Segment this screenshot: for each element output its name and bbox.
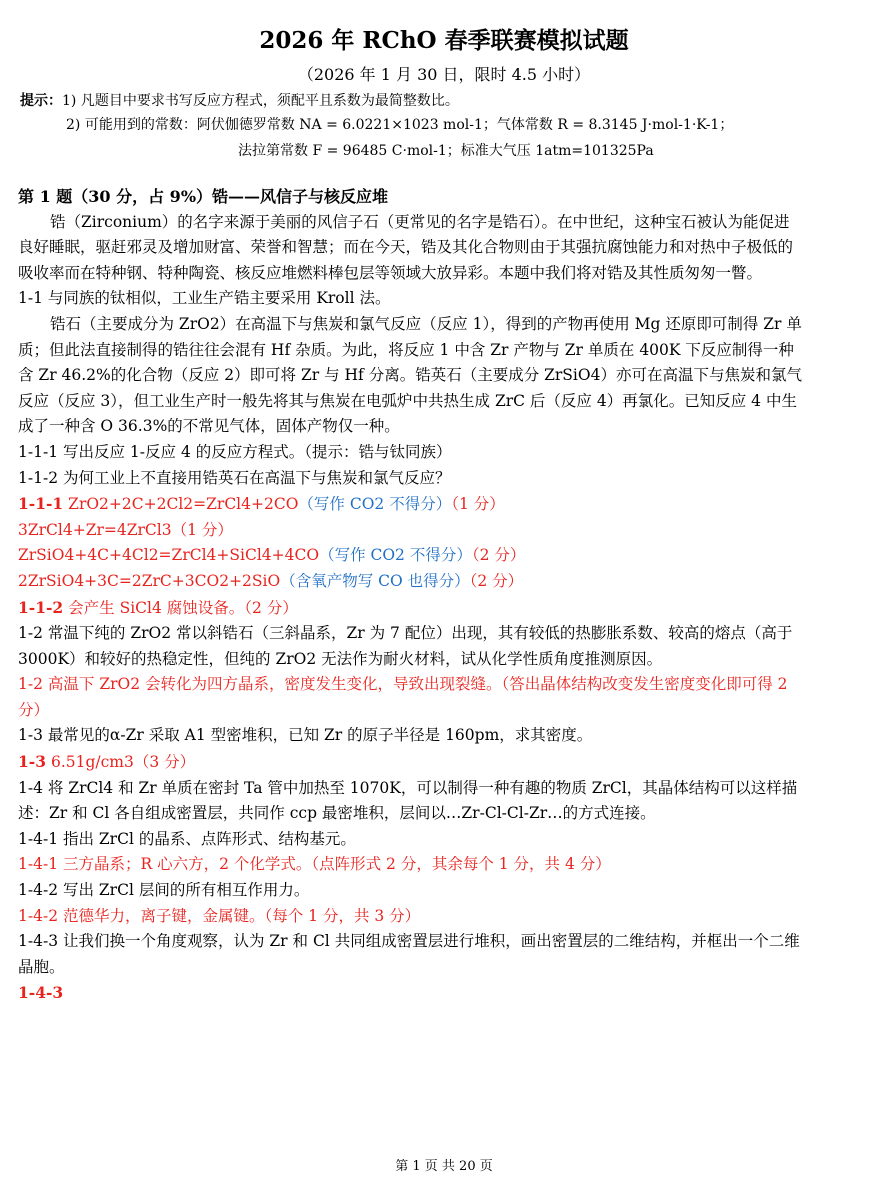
q1-3: 1-3 最常见的α-Zr 采取 A1 型密堆积，已知 Zr 的原子半径是 160pm，求其密度。 [18,726,593,745]
answer-1-1-1-eq4: 2ZrSiO4+3C=2ZrC+3CO2+2SiO（含氧产物写 CO 也得分）（2 分） [18,571,524,590]
question-1-intro: 锆（Zirconium）的名字来源于美丽的风信子石（更常见的名字是锆石）。在中世纪，这种宝石被认为能促进良好睡眠，驱赶邪灵及增加财富、荣誉和智慧；而在今天，锆及其化合物则由于其强抗腐蚀能力和对热中子极低的吸收率而在特种钢、特种陶瓷、核反应堆燃料棒包层等领域大放异彩。本题中我们将对锆及其性质匆匆一瞥。 [18,212,794,282]
q1-2: 1-2 常温下纯的 ZrO2 常以斜锆石（三斜晶系，Zr 为 7 配位）出现，其有较低的热膨胀系数、较高的熔点（高于 3000K）和较好的热稳定性，但纯的 ZrO2 无法作为耐火材料，试从化学性质角度推测原因。 [18,624,793,668]
q1-1-text: 锆石（主要成分为 ZrO2）在高温下与焦炭和氯气反应（反应 1），得到的产物再使用 Mg 还原即可制得 Zr 单质；但此法直接制得的锆往往会混有 Hf 杂质。为此，将反应 1 中含 Zr 产物与 Zr 单质在 400K 下反应制得一种含 Zr 46.2%的化合物（反应 2）即可将 Zr 与 Hf 分离。锆英石（主要成分 ZrSiO4）亦可在高温下与焦炭和氯气反应（反应 3），但工业生产时一般先将其与焦炭在电弧炉中共热生成 ZrC 后（反应 4）再氯化。已知反应 4 中生成了一种含 O 36.3%的不常见气体，固体产物仅一种。 [18,314,802,436]
answer-1-4-3: 1-4-3 [18,983,64,1003]
q1-4-2: 1-4-2 写出 ZrCl 层间的所有相互作用力。 [18,881,310,900]
answer-1-3: 1-3 6.51g/cm3（3 分） [18,752,196,772]
answer-1-4-2: 1-4-2 范德华力，离子键，金属键。（每个 1 分，共 3 分） [18,906,421,925]
page-footer: 第 1 页 共 20 页 [395,1159,493,1174]
hint-3: 法拉第常数 F = 96485 C·mol-1；标准大气压 1atm=101325Pa [238,143,654,159]
q1-4-1: 1-4-1 指出 ZrCl 的晶系、点阵形式、结构基元。 [18,829,356,848]
answer-1-1-1-eq1: 1-1-1 ZrO2+2C+2Cl2=ZrCl4+2CO（写作 CO2 不得分）（1 分） [18,494,505,514]
answer-1-2: 1-2 高温下 ZrO2 会转化为四方晶系，密度发生变化，导致出现裂缝。（答出晶体结构改变发生密度变化即可得 2 分） [18,675,788,719]
exam-subtitle: （2026 年 1 月 30 日，限时 4.5 小时） [297,65,591,84]
answer-1-1-1-eq2: 3ZrCl4+Zr=4ZrCl3（1 分） [18,520,233,539]
answer-1-1-2: 1-1-2 会产生 SiCl4 腐蚀设备。（2 分） [18,597,298,617]
q1-1: 1-1 与同族的钛相似，工业生产锆主要采用 Kroll 法。 [18,289,391,308]
q1-1-2: 1-1-2 为何工业上不直接用锆英石在高温下与焦炭和氯气反应？ [18,468,451,487]
hint-line-1 [20,90,459,110]
question-body [18,184,804,1006]
hint-1: 1) 凡题目中要求书写反应方程式，须配平且系数为最简整数比。 [62,93,459,109]
answer-1-1-1-eq3: ZrSiO4+4C+4Cl2=ZrCl4+SiCl4+4CO（写作 CO2 不得分）（2 分） [18,546,526,565]
q1-4: 1-4 将 ZrCl4 和 Zr 单质在密封 Ta 管中加热至 1070K，可以制得一种有趣的物质 ZrCl，其晶体结构可以这样描述：Zr 和 Cl 各自组成密置层，共同作 ccp 最密堆积，层间以…Zr-Cl-Cl-Zr…的方式连接。 [18,778,798,823]
exam-title: 2026 年 RChO 春季联赛模拟试题 [259,27,629,54]
q1-4-3: 1-4-3 让我们换一个角度观察，认为 Zr 和 Cl 共同组成密置层进行堆积，画出密置层的二维结构，并框出一个二维晶胞。 [18,932,800,976]
question-1-title: 第 1 题（30 分，占 9%）锆——风信子与核反应堆 [18,187,389,206]
hint-label: 提示： [20,93,62,109]
q1-1-1: 1-1-1 写出反应 1-反应 4 的反应方程式。（提示：锆与钛同族） [18,442,452,461]
hint-2: 2) 可能用到的常数：阿伏伽德罗常数 NA = 6.0221×1023 mol-1；气体常数 R = 8.3145 J·mol-1·K-1； [66,117,734,133]
answer-1-4-1: 1-4-1 三方晶系；R 心六方，2 个化学式。（点阵形式 2 分，其余每个 1 分，共 4 分） [18,855,611,874]
